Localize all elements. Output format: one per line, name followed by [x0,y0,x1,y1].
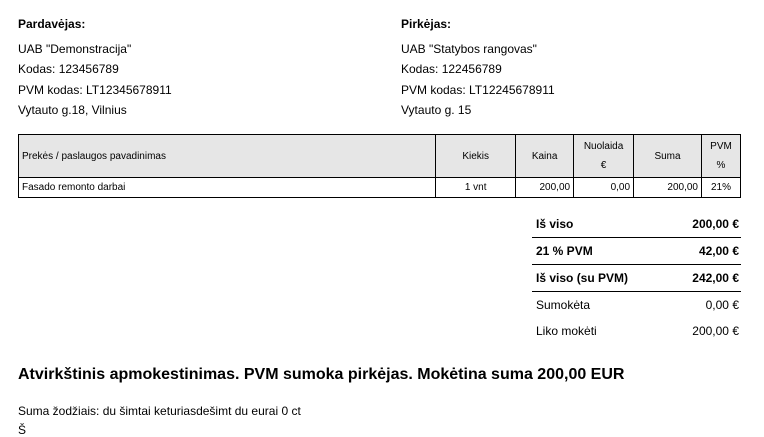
table-header-row [19,135,741,178]
vat-label: 21 % PVM [536,244,593,258]
totals-block [532,211,741,344]
subtotal-label: Iš viso [536,217,574,231]
row-discount: 0,00 [574,178,634,198]
header-discount-unit: € [600,160,607,171]
paid-row [532,292,741,318]
seller-block [18,14,172,121]
paid-value: 0,00 € [705,298,739,312]
vat-row [532,238,741,265]
seller-name: UAB "Demonstracija" [18,41,132,56]
total-label: Iš viso (su PVM) [536,271,629,285]
subtotal-row [532,211,741,238]
vat-value: 42,00 € [698,244,739,258]
header-sum: Suma [634,135,702,178]
table-row [19,178,741,198]
header-vat-unit: % [716,160,726,171]
subtotal-value: 200,00 € [692,217,739,231]
seller-code: Kodas: 123456789 [18,62,119,76]
total-value: 242,00 € [692,271,739,285]
buyer-address: Vytauto g. 15 [401,103,472,117]
header-vat-label: PVM [710,141,732,152]
header-name: Prekės / paslaugos pavadinimas [19,135,436,178]
buyer-code: Kodas: 122456789 [401,62,502,76]
header-price: Kaina [516,135,574,178]
buyer-heading: Pirkėjas: [401,17,452,31]
header-discount-label: Nuolaida [583,141,624,152]
partial-line: Š [18,423,27,437]
reverse-charge-note: Atvirkštinis apmokestinimas. PVM sumoka pirkėjas. Mokėtina suma 200,00 EUR [18,366,625,383]
row-qty: 1 vnt [436,178,516,198]
buyer-name: UAB "Statybos rangovas" [401,41,537,56]
buyer-block [401,14,555,121]
row-name: Fasado remonto darbai [19,178,436,198]
seller-address: Vytauto g.18, Vilnius [18,103,127,117]
row-vat: 21% [701,178,740,198]
header-qty: Kiekis [436,135,516,178]
amount-in-words: Suma žodžiais: du šimtai keturiasdešimt du eurai 0 ct [18,404,301,418]
total-row [532,265,741,292]
header-discount [574,135,634,178]
row-sum: 200,00 [634,178,702,198]
seller-vat-code: PVM kodas: LT12345678911 [18,82,172,97]
due-row [532,318,741,344]
buyer-vat-code: PVM kodas: LT12245678911 [401,82,555,97]
items-table [18,134,741,198]
paid-label: Sumokėta [536,298,591,312]
header-vat [701,135,740,178]
row-price: 200,00 [516,178,574,198]
due-value: 200,00 € [692,324,739,338]
due-label: Liko mokėti [536,324,597,338]
seller-heading: Pardavėjas: [18,17,86,31]
